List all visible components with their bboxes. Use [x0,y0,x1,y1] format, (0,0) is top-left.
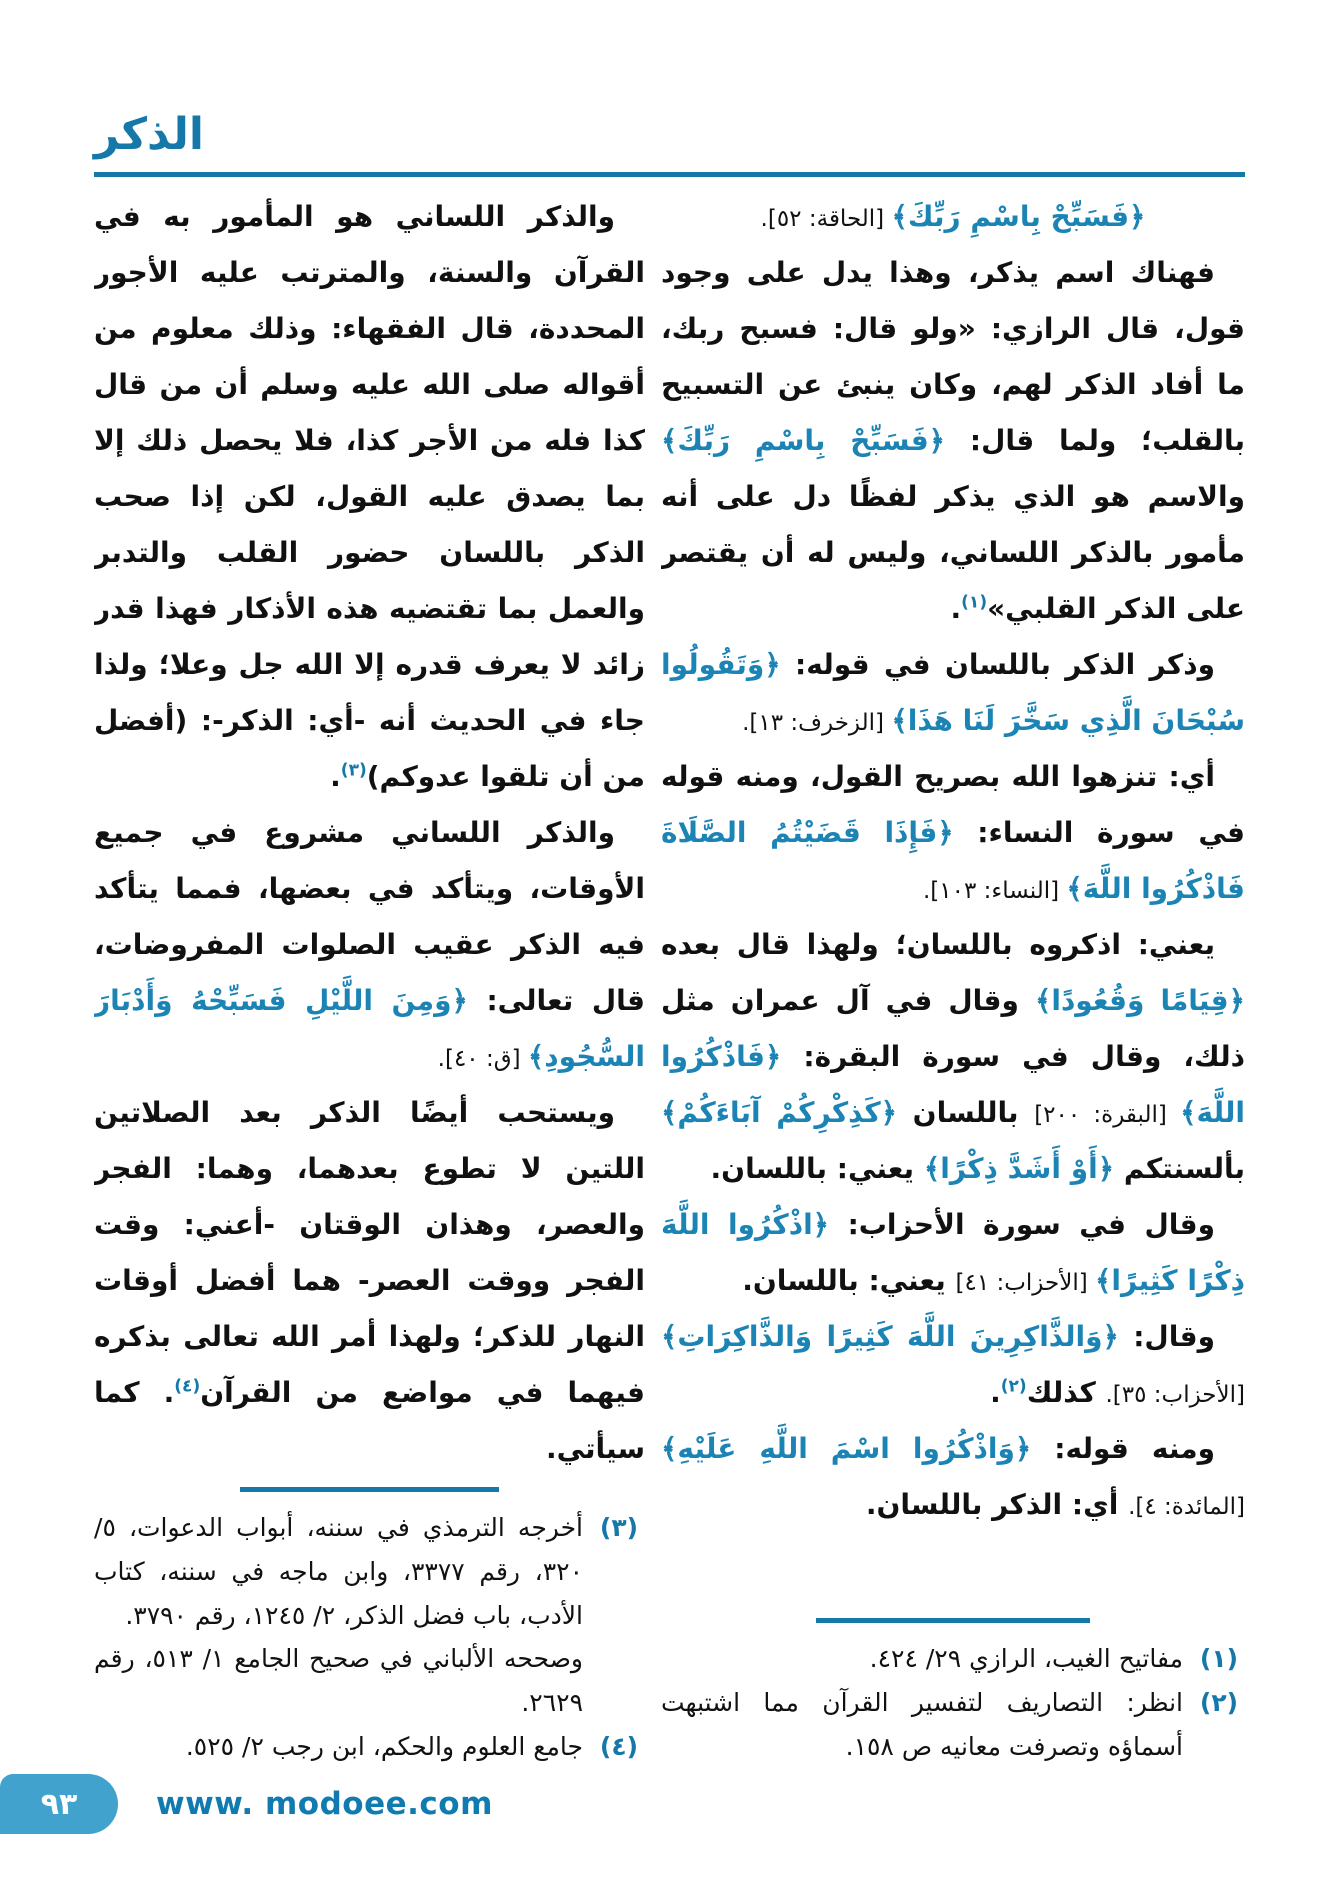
body-text: . كما سيأتي. [94,1375,645,1465]
quran-verse: ﴿فَإِذَا قَضَيْتُمُ الصَّلَاةَ فَاذْكُرُوا اللَّهَ﴾ [661,815,1245,905]
body-text: فهناك اسم يذكر، وهذا يدل على وجود قول، قال الرازي: «ولو قال: فسبح ربك، ما أفاد الذكر لهم، وكان ينبئ عن التسبيح بالقلب؛ ولما قال: [661,255,1245,457]
footnote [94,1725,645,1769]
paragraph [661,1309,1245,1421]
paragraph [661,1421,1245,1533]
quran-verse: ﴿قِيَامًا وَقُعُودًا﴾ [1034,983,1245,1017]
body-text: وذكر الذكر باللسان في قوله: [780,647,1215,681]
footnote-number: (١) [1199,1644,1239,1674]
paragraph [661,189,1245,245]
quran-verse: ﴿كَذِكْرِكُمْ آبَاءَكُمْ﴾ [661,1095,898,1129]
body-text: . [950,591,962,625]
body-text: باللسان [897,1095,1035,1129]
emphasis-text: كذلك [1026,1375,1106,1409]
verse-reference: [الأحزاب: ٣٥]. [1105,1381,1245,1408]
body-text: وقال في سورة الأحزاب: [829,1207,1215,1241]
text-columns [0,177,1339,1769]
quran-verse: ﴿وَتَقُولُوا سُبْحَانَ الَّذِي سَخَّرَ لَنَا هَذَا﴾ [661,647,1245,737]
website-url: www. modoee.com [156,1786,493,1822]
column-right-body [661,189,1245,1533]
footnote-line: جامع العلوم والحكم، ابن رجب ٢/ ٥٢٥. [185,1731,583,1761]
column-left-body [94,189,645,1477]
footnote [94,1506,645,1725]
page-number-badge [0,1774,118,1834]
footnote-line: أخرجه الترمذي في سننه، أبواب الدعوات، ٥/ ٣٢٠، رقم ٣٣٧٧، وابن ماجه في سننه، كتاب الأدب، باب فضل الذكر، ٢/ ١٢٤٥، رقم ٣٧٩٠. [94,1513,584,1630]
quran-verse: ﴿فَسَبِّحْ بِاسْمِ رَبِّكَ﴾ [891,199,1146,233]
body-text: والذكر اللساني مشروع في جميع الأوقات، ويتأكد في بعضها، فمما يتأكد فيه الذكر عقيب الصلوات المفروضات، قال تعالى: [94,815,645,1017]
quran-verse: ﴿اذْكُرُوا اللَّهَ ذِكْرًا كَثِيرًا﴾ [661,1207,1245,1297]
emphasis-text: (أفضل من أن تلقوا عدوكم) [94,703,645,793]
body-text: وقال: [1118,1319,1215,1353]
body-text: يعني: باللسان. [742,1263,956,1297]
footnote [661,1637,1245,1681]
page-footer [0,1774,493,1834]
verse-reference: [ق: ٤٠]. [437,1045,528,1072]
footnote-separator [816,1618,1090,1623]
verse-reference: [النساء: ١٠٣]. [923,877,1067,904]
footnote-line: وصححه الألباني في صحيح الجامع ١/ ٥١٣، رقم ٢٦٢٩. [94,1644,583,1718]
paragraph [94,189,645,805]
footnote-marker: (٤) [174,1376,201,1397]
quran-verse: ﴿فَاذْكُرُوا اللَّهَ﴾ [661,1039,1245,1129]
paragraph [661,1197,1245,1309]
body-text: أي: تنزهوا الله بصريح القول، ومنه قوله في سورة النساء: [661,759,1245,849]
body-text: . [330,759,341,793]
quran-verse: ﴿وَاذْكُرُوا اسْمَ اللَّهِ عَلَيْهِ﴾ [661,1431,1032,1465]
quran-verse: ﴿أَوْ أَشَدَّ ذِكْرًا﴾ [923,1151,1115,1185]
quran-verse: ﴿وَالذَّاكِرِينَ اللَّهَ كَثِيرًا وَالذَّاكِرَاتِ﴾ [661,1319,1119,1353]
body-text: والذكر اللساني هو المأمور به في القرآن والسنة، والمترتب عليه الأجور المحددة، قال الفقهاء: وذلك معلوم من أقواله صلى الله عليه وسلم أن من قال كذا فله من الأجر كذا، فلا يحصل ذلك إلا بما يصدق عليه القول، لكن إذا صحب الذكر باللسان حضور القلب والتدبر والعمل بما تقتضيه هذه الأذكار فهذا قدر زائد لا يعرف قدره إلا الله جل وعلا؛ ولذا جاء في الحديث أنه -أي: الذكر-: [94,199,645,737]
emphasis-text: أي: الذكر باللسان. [865,1487,1129,1521]
footnote-line: مفاتيح الغيب، الرازي ٢٩/ ٤٢٤. [869,1644,1183,1674]
page-title: الذكر [94,109,204,160]
footnote [661,1681,1245,1769]
column-left [94,189,645,1769]
footnote-number: (٢) [1199,1688,1239,1718]
paragraph [661,917,1245,1197]
paragraph [661,637,1245,749]
column-right [661,189,1245,1769]
body-text: بألسنتكم [1114,1151,1245,1185]
paragraph [94,1085,645,1477]
paragraph [94,805,645,1085]
body-text: وقال في آل عمران مثل ذلك، وقال في سورة البقرة: [661,983,1245,1073]
footnote-number: (٤) [599,1731,639,1761]
footnote-text [661,1681,1183,1769]
verse-reference: [المائدة: ٤]. [1128,1493,1245,1520]
footnote-marker: (١) [961,592,988,613]
body-text: يعني: اذكروه باللسان؛ ولهذا قال بعده [661,927,1215,961]
verse-reference: [الحاقة: ٥٢]. [760,205,892,232]
body-text: . [990,1375,1001,1409]
paragraph [661,749,1245,917]
footnote-marker: (٢) [1000,1376,1027,1397]
verse-reference: [البقرة: ٢٠٠] [1034,1101,1181,1128]
body-text: يعني: باللسان. [710,1151,924,1185]
page-number: ٩٣ [40,1786,78,1822]
footnote-text [661,1637,1183,1681]
footnote-line: انظر: التصاريف لتفسير القرآن مما اشتبهت أسماؤه وتصرفت معانيه ص ١٥٨. [661,1688,1183,1761]
footnote-separator [240,1487,499,1492]
body-text: والاسم هو الذي يذكر لفظًا دل على أنه مأمور بالذكر اللساني، وليس له أن يقتصر على الذكر القلبي» [661,479,1245,625]
footnote-text [94,1506,583,1725]
quran-verse: ﴿فَسَبِّحْ بِاسْمِ رَبِّكَ﴾ [661,423,946,457]
footnote-text [94,1725,583,1769]
column-left-footnotes [94,1477,645,1769]
footnote-number: (٣) [599,1513,639,1543]
page-header [0,0,1339,177]
paragraph [661,245,1245,637]
verse-reference: [الزخرف: ١٣]. [742,709,892,736]
body-text: ويستحب أيضًا الذكر بعد الصلاتين اللتين لا تطوع بعدهما، وهما: الفجر والعصر، وهذان الوقتان -أعني: وقت الفجر ووقت العصر- هما أفضل أوقات النهار للذكر؛ ولهذا أمر الله تعالى بذكره فيهما في مواضع من القرآن [94,1095,645,1409]
column-right-footnotes [661,1608,1245,1768]
body-text: ومنه قوله: [1031,1431,1215,1465]
footnote-marker: (٣) [340,760,367,781]
quran-verse: ﴿وَمِنَ اللَّيْلِ فَسَبِّحْهُ وَأَدْبَارَ السُّجُودِ﴾ [94,983,645,1073]
verse-reference: [الأحزاب: ٤١] [955,1269,1096,1296]
